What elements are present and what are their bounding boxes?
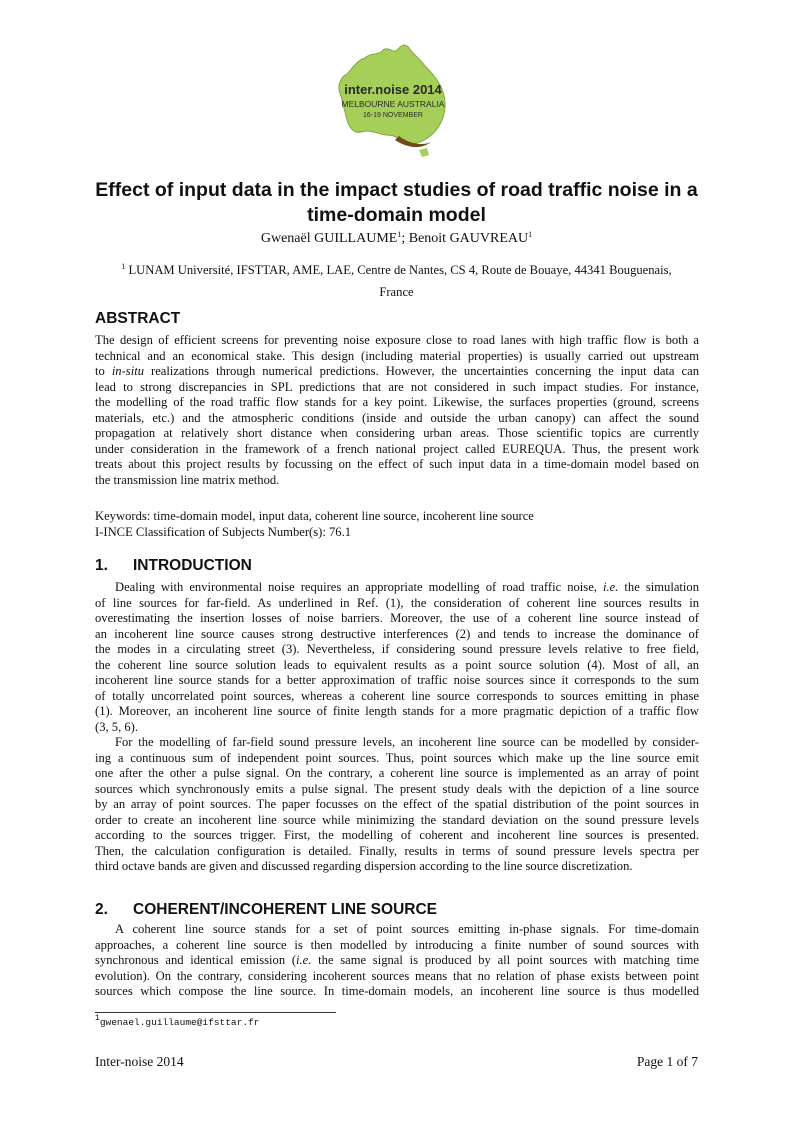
- abstract-line: propagation at relatively short distance when considering urban areas. Those scientific topics are currently: [95, 426, 699, 440]
- affiliation-line-1: [60, 259, 733, 281]
- body-line: incoherent line source stands for a better approximation of traffic noise sources since it corresponds to the sum: [95, 673, 699, 687]
- abstract-line-3-text: realizations through numerical predictions. However, the uncertainties concerning the input data can: [151, 364, 699, 378]
- abstract-heading: ABSTRACT: [95, 310, 181, 327]
- body-line: an incoherent line source causes strong destructive interferences (2) and tends to increase the dominance of: [95, 626, 699, 641]
- conference-logo: [327, 38, 459, 160]
- tasmania-shape: [419, 148, 429, 157]
- footnote-mark: 1: [95, 1014, 100, 1023]
- footnote: [95, 1014, 260, 1028]
- author-1-affiliation-mark: 1: [397, 230, 402, 239]
- body-line: evolution). On the contrary, considering incoherent sources means that no relation of phase exists between point: [95, 968, 699, 983]
- body-line: (3, 5, 6).: [95, 719, 139, 734]
- abstract-line: the transmission line matrix method.: [95, 472, 280, 487]
- footnote-rule: [95, 1012, 336, 1013]
- body-line: the coherent line source solution leads to equivalent results as a point source solution (4). Most of all, an: [95, 657, 699, 672]
- body-line: approaches, a coherent line source is then modelled by introducing a finite number of sound sources with: [95, 937, 699, 952]
- section-2-number: 2.: [95, 901, 108, 918]
- title-line-2: time-domain model: [307, 204, 486, 226]
- logo-dates: 16-19 NOVEMBER: [363, 112, 423, 119]
- body-line: [95, 580, 699, 596]
- logo-title: inter.noise 2014: [344, 82, 442, 97]
- affiliation-text-1: LUNAM Université, IFSTTAR, AME, LAE, Centre de Nantes, CS 4, Route de Bouaye, 44341 Bouguenais,: [128, 263, 672, 277]
- footer-page-number: Page 1 of 7: [636, 1054, 698, 1069]
- section-1-heading: [95, 556, 252, 576]
- abstract-line: under consideration in the framework of a french national project called EUREQUA. Thus, the present work: [95, 441, 699, 456]
- body-text: Dealing with environmental noise requires an appropriate modelling of road traffic noise,: [115, 580, 603, 594]
- body-line: For the modelling of far-field sound pressure levels, an incoherent line source can be modelled by consider-: [115, 735, 699, 749]
- abstract-line: The design of efficient screens for preventing noise exposure close to road lanes with high traffic flow is both a: [95, 333, 699, 347]
- body-line: by an array of point sources. The paper focusses on the effect of the spatial distribution of the point sources in: [95, 797, 699, 811]
- body-line: third octave bands are given and discussed regarding dispersion according to the line source discretization.: [95, 859, 633, 873]
- section-1-number: 1.: [95, 557, 108, 574]
- author-2: Benoit GAUVREAU: [408, 231, 529, 246]
- affiliation: [60, 259, 733, 303]
- logo-location: MELBOURNE AUSTRALIA: [341, 99, 445, 109]
- section-1-paragraph-1: [95, 580, 699, 735]
- author-list: [60, 230, 733, 248]
- classification-line: I-INCE Classification of Subjects Number(s): 76.1: [95, 524, 352, 539]
- affiliation-line-2: France: [379, 285, 414, 299]
- abstract-line: lead to strong discrepancies in SPL predictions that are not considered in such impact studies. For instance,: [95, 379, 699, 394]
- body-line: ing a continuous sum of independent point sources. Thus, point sources which make up the line source emit: [95, 750, 699, 765]
- author-2-affiliation-mark: 1: [528, 230, 533, 239]
- body-line: A coherent line source stands for a set of point sources emitting in-phase signals. For time-domain: [115, 922, 699, 936]
- ie-italic: i.e.: [602, 580, 619, 594]
- section-2-title: COHERENT/INCOHERENT LINE SOURCE: [133, 901, 437, 918]
- abstract-line: the modelling of the road traffic flow stands for a key point. Likewise, the surfaces properties (ground, screens: [95, 395, 699, 409]
- body-line: [95, 953, 699, 969]
- body-line: sources which synchronously emits a pulse signal. The present study deals with the depiction of a line source: [95, 781, 699, 796]
- body-line: overestimating the insertion losses of noise barriers. Moreover, the use of a coherent line source instead of: [95, 611, 699, 625]
- author-1: Gwenaël GUILLAUME: [260, 231, 398, 246]
- body-line: one after the other a pulse signal. On the contrary, a coherent line source is implemented as an array of point: [95, 766, 699, 780]
- abstract-line: [95, 364, 699, 380]
- body-text: the same signal is produced by all point sources with matching time: [311, 953, 699, 967]
- abstract-line: treats about this project results by focussing on the effect of such input data in a time-domain model based on: [95, 457, 699, 471]
- title-line-1: Effect of input data in the impact studies of road traffic noise in a: [95, 179, 698, 201]
- ie-italic: i.e.: [296, 953, 312, 967]
- abstract-body: [95, 333, 699, 488]
- body-text: synchronous and identical emission (: [95, 953, 297, 967]
- body-line: order to create an incoherent line source while minimizing the standard deviation on the sound pressure levels: [95, 812, 699, 827]
- body-line: Then, the calculation configuration is detailed. Finally, results in terms of sound pressure levels spectra per: [95, 843, 699, 858]
- body-line: according to the sources trigger. First, the modelling of coherent and incoherent line sources is presented.: [95, 828, 699, 842]
- australia-map-logo-icon: [327, 38, 459, 160]
- section-1-paragraph-2: [95, 735, 699, 875]
- abstract-line: materials, etc.) and the atmospheric conditions (inside and outside the urban canopy) can affect the sound: [95, 410, 699, 425]
- body-line: (1). Moreover, an incoherent line source of finite length stands for a more pragmatic depiction of a traffic flow: [95, 704, 699, 718]
- section-2-heading: [95, 900, 437, 920]
- body-line: of line sources for far-field. As underlined in Ref. (1), the consideration of coherent line sources results in: [95, 595, 699, 610]
- footer-conference: Inter-noise 2014: [95, 1054, 184, 1069]
- keywords-block: [95, 509, 699, 540]
- footnote-email: gwenael.guillaume@ifsttar.fr: [99, 1017, 260, 1028]
- author-separator: ;: [401, 231, 409, 246]
- affiliation-mark: 1: [121, 262, 126, 271]
- body-line: the modes in a circulating street (3). Nevertheless, if considering sound pressure levels relative to free field,: [95, 642, 699, 656]
- body-line: sources which compose the line source. In time-domain models, an incoherent line source is thus modelled: [95, 984, 699, 998]
- paper-title: [60, 178, 733, 228]
- body-text: the simulation: [618, 580, 700, 594]
- body-line: of totally uncorrelated point sources, whereas a coherent line source corresponds to sources emitting in phase: [95, 688, 699, 703]
- section-2-paragraph: [95, 922, 699, 1000]
- abstract-in-situ: in-situ: [111, 364, 144, 378]
- abstract-line-3-prefix: to: [95, 364, 112, 378]
- keywords-line: Keywords: time-domain model, input data, coherent line source, incoherent line source: [95, 509, 534, 523]
- section-1-title: INTRODUCTION: [133, 557, 252, 574]
- abstract-line: technical and an economical stake. This design (including material properties) is usually carried out upstream: [95, 348, 699, 363]
